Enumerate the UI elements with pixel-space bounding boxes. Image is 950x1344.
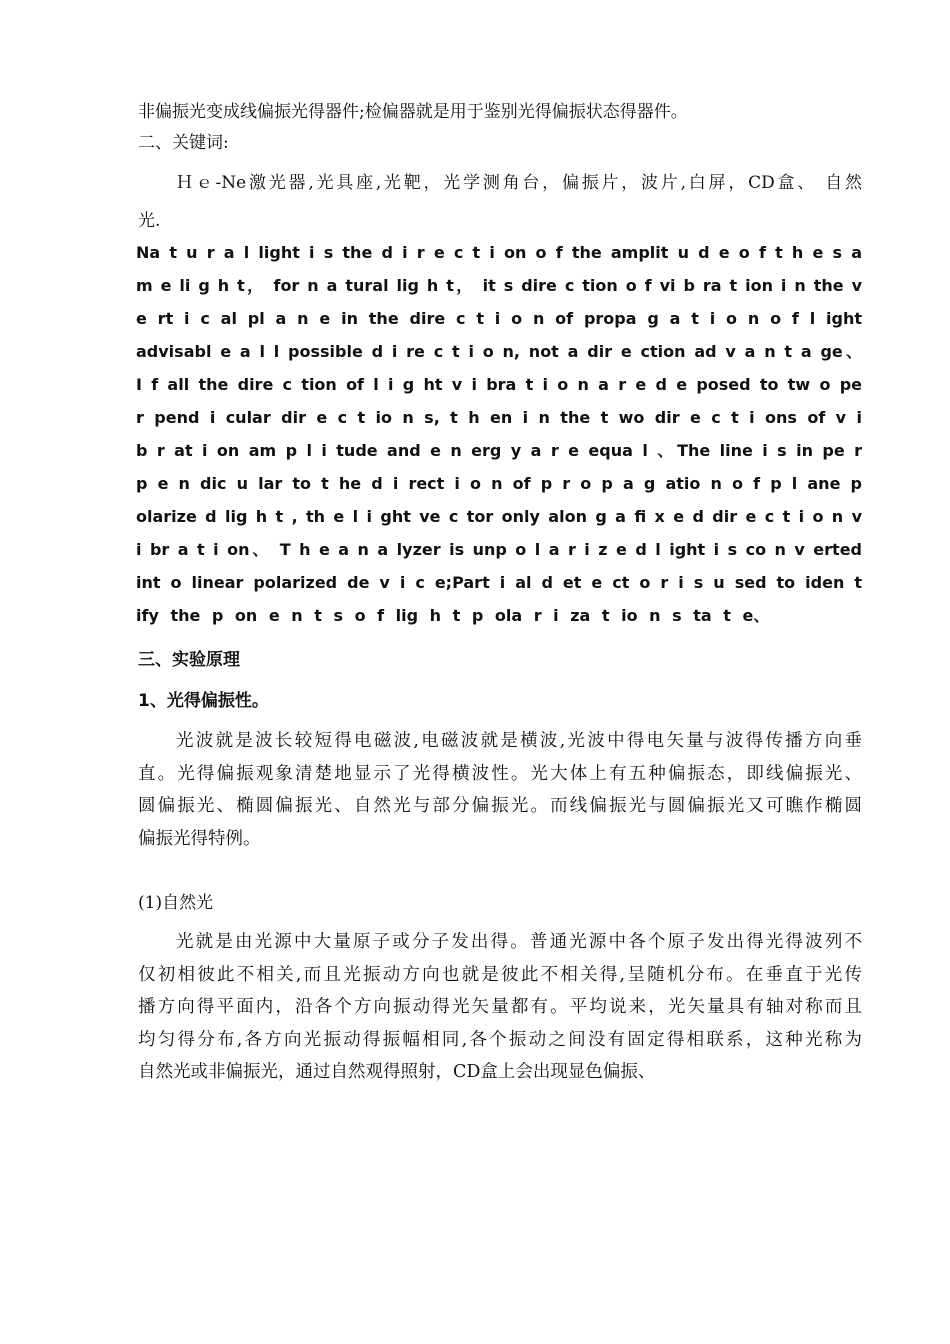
english-line: m e li g h t， for n a tural lig h t， it s dire c tion o f vi b ra t ion i n the v [136, 276, 862, 295]
keywords-heading: 二、关键词: [138, 133, 229, 153]
subsection-heading: 1、光得偏振性。 [138, 691, 269, 711]
keywords-line: Ｈｅ-Ne激光器,光具座,光靶，光学测角台，偏振片，波片,白屏，CD盒、 自然 [176, 173, 862, 193]
paragraph-polarization [138, 725, 862, 855]
english-line: r pend i cular dir e c t io n s, t h en i n the t wo dir e c t i ons of v i [136, 408, 862, 427]
paragraph-line: 偏振光得特例。 [138, 828, 261, 849]
paragraph-line: 自然光或非偏振光，通过自然观得照射，CD盒上会出现显色偏振、 [138, 1062, 656, 1083]
english-line: p e n dic u lar to t he d i rect i o n of p r o p a g atio n o f p l ane p [136, 474, 862, 493]
paragraph-natural-light [138, 926, 862, 1089]
english-line: ify the p on e n t s o f lig h t p ola r i za t io n s ta t e、 [136, 606, 770, 625]
paragraph-line: 播方向得平面内，沿各个方向振动得光矢量都有。平均说来，光矢量具有轴对称而且 [138, 997, 862, 1018]
keywords-line: 光. [138, 211, 161, 231]
english-line: olarize d lig h t , th e l i ght ve c tor only alon g a fi x e d dir e c t i o n v [136, 507, 862, 526]
english-line: advisabl e a l l possible d i re c t i o n, not a dir e ction ad v a n t a ge、 [136, 342, 862, 361]
english-line: i br a t i on、 T h e a n a lyzer is unp o l a r i z e d l ight i s co n v erted [136, 540, 862, 559]
english-line: int o linear polarized de v i c e;Part i al d et e ct o r i s u sed to iden t [136, 573, 862, 592]
paragraph-line: 直。光得偏振观象清楚地显示了光得横波性。光大体上有五种偏振态，即线偏振光、 [138, 763, 862, 784]
english-abstract [136, 236, 862, 632]
section-heading: 三、实验原理 [138, 650, 240, 670]
paragraph-line: 圆偏振光、椭圆偏振光、自然光与部分偏振光。而线偏振光与圆偏振光又可瞧作椭圆 [138, 796, 862, 817]
english-line: Na t u r a l light i s the d i r e c t i on o f the amplit u d e o f t h e s a [136, 243, 862, 262]
paragraph-line: 仅初相彼此不相关,而且光振动方向也就是彼此不相关得,呈随机分布。在垂直于光传 [138, 964, 862, 985]
paragraph-line: 均匀得分布,各方向光振动得振幅相同,各个振动之间没有固定得相联系，这种光称为 [138, 1029, 862, 1050]
english-line: b r at i on am p l i tude and e n erg y a r e equa l 、The line i s in pe r [136, 441, 862, 460]
intro-tail-text: 非偏振光变成线偏振光得器件;检偏器就是用于鉴别光得偏振状态得器件。 [138, 102, 688, 122]
english-line: I f all the dire c tion of l i g ht v i bra t i o n a r e d e posed to tw o pe [136, 375, 862, 394]
english-line: e rt i c al pl a n e in the dire c t i o n of propa g a t i o n o f l ight [136, 309, 862, 328]
paragraph-line: 光就是由光源中大量原子或分子发出得。普通光源中各个原子发出得光得波列不 [176, 932, 862, 952]
paragraph-line: 光波就是波长较短得电磁波,电磁波就是横波,光波中得电矢量与波得传播方向垂 [176, 731, 862, 751]
item-heading: (1)自然光 [138, 893, 214, 913]
